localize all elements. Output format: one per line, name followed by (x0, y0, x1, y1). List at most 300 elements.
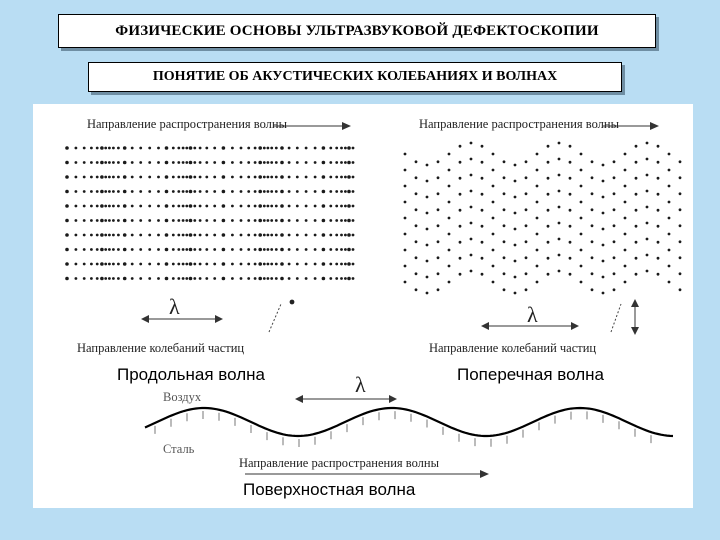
longitudinal-particle (222, 175, 226, 179)
longitudinal-particle (182, 248, 185, 251)
longitudinal-particle (267, 234, 270, 237)
longitudinal-particle (123, 175, 127, 179)
longitudinal-particle (83, 234, 86, 237)
longitudinal-particle (123, 161, 127, 165)
longitudinal-particle (65, 190, 69, 194)
longitudinal-particle (185, 176, 188, 179)
transverse-particle (525, 256, 528, 259)
longitudinal-particle (263, 161, 266, 164)
longitudinal-particle (193, 219, 196, 222)
longitudinal-particle (172, 190, 175, 193)
longitudinal-particle (65, 233, 69, 237)
longitudinal-particle (205, 263, 208, 266)
longitudinal-particle (352, 205, 355, 208)
transverse-particle (679, 288, 682, 291)
transverse-particle (426, 196, 429, 199)
longitudinal-particle (240, 277, 243, 280)
longitudinal-particle (280, 146, 284, 150)
longitudinal-particle (267, 219, 270, 222)
longitudinal-particle (344, 161, 347, 164)
longitudinal-particle (199, 147, 202, 150)
longitudinal-particle (165, 219, 169, 223)
longitudinal-particle (139, 190, 142, 193)
transverse-particle (591, 256, 594, 259)
transverse-particle (426, 292, 429, 295)
longitudinal-particle-grid (65, 146, 354, 280)
transverse-particle (569, 193, 572, 196)
transverse-particle (437, 160, 440, 163)
longitudinal-particle (263, 219, 266, 222)
longitudinal-particle (131, 234, 134, 237)
longitudinal-particle (322, 219, 326, 223)
transverse-particle (569, 209, 572, 212)
longitudinal-particle (258, 190, 262, 194)
wavelength-arrow-long (141, 315, 223, 323)
longitudinal-particle (185, 147, 188, 150)
transverse-particle (613, 272, 616, 275)
longitudinal-particle (185, 277, 188, 280)
longitudinal-particle (254, 219, 257, 222)
transverse-particle (415, 288, 418, 291)
longitudinal-particle (280, 262, 284, 266)
longitudinal-particle (213, 263, 216, 266)
longitudinal-particle (165, 161, 169, 165)
transverse-particle (481, 225, 484, 228)
transverse-particle (415, 176, 418, 179)
transverse-particle (404, 153, 407, 156)
longitudinal-particle (254, 147, 257, 150)
longitudinal-particle (177, 234, 180, 237)
transverse-particle (503, 240, 506, 243)
longitudinal-particle (340, 147, 343, 150)
transverse-particle (536, 185, 539, 188)
longitudinal-particle (185, 161, 188, 164)
longitudinal-particle (258, 161, 262, 165)
longitudinal-particle (335, 248, 338, 251)
transverse-particle (635, 161, 638, 164)
longitudinal-particle (199, 248, 202, 251)
longitudinal-particle (231, 277, 234, 280)
longitudinal-particle (189, 219, 193, 223)
transverse-particle (646, 158, 649, 161)
longitudinal-particle (182, 219, 185, 222)
longitudinal-particle (123, 233, 127, 237)
longitudinal-particle (247, 234, 250, 237)
transverse-particle (470, 190, 473, 193)
longitudinal-particle (329, 161, 332, 164)
transverse-particle (547, 145, 550, 148)
longitudinal-particle (185, 234, 188, 237)
transverse-particle (580, 169, 583, 172)
transverse-particle (558, 142, 561, 145)
transverse-particle (569, 241, 572, 244)
transverse-particle (459, 241, 462, 244)
transverse-particle (404, 185, 407, 188)
longitudinal-particle (189, 248, 193, 252)
longitudinal-particle (148, 190, 151, 193)
longitudinal-particle (112, 190, 115, 193)
slide-title-box (58, 14, 656, 48)
longitudinal-particle (104, 205, 107, 208)
longitudinal-particle (314, 147, 317, 150)
transverse-particle (470, 270, 473, 273)
longitudinal-particle (131, 248, 134, 251)
transverse-particle (569, 225, 572, 228)
longitudinal-particle (322, 248, 326, 252)
transverse-particle (602, 260, 605, 263)
longitudinal-particle (108, 277, 111, 280)
transverse-particle (503, 288, 506, 291)
transverse-particle (437, 256, 440, 259)
longitudinal-particle (177, 190, 180, 193)
longitudinal-particle (275, 147, 278, 150)
longitudinal-particle (199, 205, 202, 208)
transverse-particle (657, 257, 660, 260)
longitudinal-particle (254, 176, 257, 179)
transverse-particle (602, 196, 605, 199)
longitudinal-particle (90, 277, 93, 280)
longitudinal-particle (288, 263, 291, 266)
propagation-arrow-surface (245, 470, 489, 478)
longitudinal-particle (108, 205, 111, 208)
transverse-particle (492, 249, 495, 252)
longitudinal-particle (96, 205, 99, 208)
longitudinal-particle (90, 248, 93, 251)
longitudinal-particle (288, 176, 291, 179)
longitudinal-particle (254, 205, 257, 208)
transverse-particle (558, 238, 561, 241)
longitudinal-particle (96, 219, 99, 222)
longitudinal-particle (177, 161, 180, 164)
transverse-particle (635, 209, 638, 212)
longitudinal-particle (231, 205, 234, 208)
longitudinal-particle (193, 147, 196, 150)
longitudinal-particle (83, 277, 86, 280)
air-label: Воздух (163, 390, 202, 404)
longitudinal-particle (322, 204, 326, 208)
transverse-particle (558, 190, 561, 193)
longitudinal-particle (193, 277, 196, 280)
longitudinal-particle (75, 263, 78, 266)
transverse-particle (470, 206, 473, 209)
transverse-particle (635, 273, 638, 276)
longitudinal-particle (123, 248, 127, 252)
longitudinal-particle (172, 248, 175, 251)
longitudinal-particle (172, 263, 175, 266)
longitudinal-particle (75, 190, 78, 193)
longitudinal-particle (165, 175, 169, 179)
transverse-particle (547, 209, 550, 212)
longitudinal-particle (75, 176, 78, 179)
longitudinal-particle (148, 234, 151, 237)
transverse-particle (569, 161, 572, 164)
longitudinal-particle (222, 262, 226, 266)
longitudinal-particle (117, 219, 120, 222)
longitudinal-particle (352, 176, 355, 179)
longitudinal-particle (347, 204, 351, 208)
transverse-particle (514, 292, 517, 295)
longitudinal-particle (157, 263, 160, 266)
longitudinal-particle (240, 205, 243, 208)
transverse-particle (569, 273, 572, 276)
transverse-particle (635, 145, 638, 148)
transverse-particle (580, 281, 583, 284)
longitudinal-particle (131, 147, 134, 150)
longitudinal-particle (258, 262, 262, 266)
longitudinal-particle (104, 161, 107, 164)
longitudinal-particle (193, 205, 196, 208)
transverse-particle (591, 176, 594, 179)
longitudinal-particle (275, 277, 278, 280)
longitudinal-particle (258, 219, 262, 223)
longitudinal-particle (314, 161, 317, 164)
longitudinal-particle (296, 263, 299, 266)
transverse-particle (657, 209, 660, 212)
longitudinal-particle (75, 205, 78, 208)
transverse-particle (624, 217, 627, 220)
longitudinal-particle (65, 204, 69, 208)
longitudinal-particle (270, 147, 273, 150)
transverse-particle (580, 233, 583, 236)
longitudinal-particle (189, 161, 193, 165)
longitudinal-particle (83, 205, 86, 208)
longitudinal-particle (172, 277, 175, 280)
longitudinal-particle (329, 234, 332, 237)
transverse-particle (602, 292, 605, 295)
longitudinal-particle (112, 277, 115, 280)
longitudinal-particle (165, 248, 169, 252)
longitudinal-particle (347, 161, 351, 165)
longitudinal-particle (96, 190, 99, 193)
transverse-particle (448, 233, 451, 236)
longitudinal-particle (199, 263, 202, 266)
oscillation-indicator-trans (611, 299, 639, 335)
longitudinal-particle (182, 190, 185, 193)
longitudinal-particle (270, 277, 273, 280)
longitudinal-particle (305, 234, 308, 237)
longitudinal-particle (258, 233, 262, 237)
longitudinal-particle (90, 161, 93, 164)
transverse-particle (602, 244, 605, 247)
transverse-particle (547, 257, 550, 260)
longitudinal-particle (275, 190, 278, 193)
longitudinal-particle (254, 234, 257, 237)
longitudinal-particle (83, 176, 86, 179)
longitudinal-particle (329, 147, 332, 150)
longitudinal-particle (340, 219, 343, 222)
longitudinal-particle (123, 146, 127, 150)
transverse-particle (569, 257, 572, 260)
longitudinal-particle (177, 277, 180, 280)
longitudinal-particle (329, 205, 332, 208)
transverse-particle (426, 212, 429, 215)
transverse-particle (668, 185, 671, 188)
transverse-particle (679, 192, 682, 195)
transverse-particle (492, 153, 495, 156)
longitudinal-particle (172, 234, 175, 237)
longitudinal-particle (263, 147, 266, 150)
longitudinal-particle (296, 234, 299, 237)
longitudinal-particle (148, 219, 151, 222)
longitudinal-particle (352, 147, 355, 150)
longitudinal-particle (139, 277, 142, 280)
longitudinal-particle (288, 277, 291, 280)
longitudinal-particle (231, 147, 234, 150)
longitudinal-particle (104, 190, 107, 193)
transverse-particle (547, 273, 550, 276)
transverse-particle (415, 240, 418, 243)
transverse-particle (657, 225, 660, 228)
transverse-particle (404, 249, 407, 252)
transverse-particle (547, 225, 550, 228)
transverse-particle (514, 180, 517, 183)
transverse-particle (437, 272, 440, 275)
longitudinal-particle (117, 176, 120, 179)
longitudinal-particle (263, 176, 266, 179)
transverse-particle (580, 153, 583, 156)
longitudinal-particle (205, 205, 208, 208)
transverse-particle (624, 233, 627, 236)
longitudinal-particle (148, 176, 151, 179)
longitudinal-particle (352, 234, 355, 237)
longitudinal-particle (131, 263, 134, 266)
longitudinal-particle (185, 190, 188, 193)
longitudinal-particle (335, 161, 338, 164)
longitudinal-particle (254, 277, 257, 280)
longitudinal-particle (344, 176, 347, 179)
longitudinal-particle (347, 277, 351, 281)
longitudinal-particle (288, 147, 291, 150)
transverse-particle (536, 153, 539, 156)
oscillation-label-trans: Направление колебаний частиц (429, 341, 597, 355)
longitudinal-particle (193, 248, 196, 251)
transverse-particle (613, 176, 616, 179)
transverse-particle (492, 233, 495, 236)
longitudinal-particle (199, 277, 202, 280)
longitudinal-particle (275, 248, 278, 251)
transverse-particle (481, 161, 484, 164)
longitudinal-particle (275, 205, 278, 208)
longitudinal-particle (240, 219, 243, 222)
longitudinal-particle (205, 161, 208, 164)
transverse-particle (426, 180, 429, 183)
propagation-label-long: Направление распространения волны (87, 117, 287, 131)
transverse-particle (448, 281, 451, 284)
transverse-particle (404, 201, 407, 204)
transverse-particle (525, 240, 528, 243)
transverse-particle (635, 177, 638, 180)
transverse-particle (613, 240, 616, 243)
transverse-particle (459, 161, 462, 164)
transverse-particle (635, 193, 638, 196)
longitudinal-particle (314, 205, 317, 208)
longitudinal-particle (100, 248, 104, 252)
transverse-particle (624, 153, 627, 156)
transverse-particle (481, 273, 484, 276)
longitudinal-particle (83, 263, 86, 266)
transverse-particle (646, 238, 649, 241)
transverse-particle (569, 177, 572, 180)
longitudinal-particle (231, 176, 234, 179)
longitudinal-particle (222, 219, 226, 223)
transverse-particle (646, 206, 649, 209)
transverse-particle (635, 257, 638, 260)
longitudinal-particle (83, 190, 86, 193)
longitudinal-particle (65, 219, 69, 223)
longitudinal-particle (112, 219, 115, 222)
longitudinal-particle (165, 277, 169, 281)
longitudinal-particle (222, 190, 226, 194)
transverse-particle (525, 288, 528, 291)
transverse-particle (426, 228, 429, 231)
longitudinal-particle (329, 263, 332, 266)
longitudinal-particle (213, 190, 216, 193)
longitudinal-particle (347, 146, 351, 150)
longitudinal-particle (165, 146, 169, 150)
longitudinal-particle (112, 176, 115, 179)
transverse-particle (613, 256, 616, 259)
transverse-particle (657, 145, 660, 148)
transverse-particle (492, 265, 495, 268)
steel-label: Сталь (163, 442, 195, 456)
longitudinal-particle (189, 175, 193, 179)
longitudinal-particle (280, 219, 284, 223)
longitudinal-particle (263, 234, 266, 237)
transverse-particle (470, 222, 473, 225)
longitudinal-particle (258, 248, 262, 252)
longitudinal-particle (329, 277, 332, 280)
longitudinal-particle (340, 248, 343, 251)
transverse-particle (668, 153, 671, 156)
longitudinal-particle (240, 263, 243, 266)
transverse-particle (591, 192, 594, 195)
longitudinal-particle (340, 205, 343, 208)
transverse-particle (558, 222, 561, 225)
wavelength-symbol-surface: λ (355, 372, 366, 397)
transverse-particle (558, 158, 561, 161)
longitudinal-particle (90, 176, 93, 179)
transverse-particle (602, 212, 605, 215)
longitudinal-particle (213, 176, 216, 179)
transverse-particle-grid (404, 142, 682, 295)
longitudinal-particle (205, 190, 208, 193)
transverse-particle (624, 169, 627, 172)
caption-longitudinal: Продольная волна (117, 365, 265, 384)
transverse-particle (558, 254, 561, 257)
transverse-particle (459, 145, 462, 148)
longitudinal-particle (104, 248, 107, 251)
longitudinal-particle (182, 277, 185, 280)
longitudinal-particle (335, 176, 338, 179)
transverse-particle (591, 288, 594, 291)
longitudinal-particle (100, 262, 104, 266)
transverse-particle (437, 240, 440, 243)
longitudinal-particle (222, 277, 226, 281)
longitudinal-particle (270, 248, 273, 251)
transverse-particle (624, 249, 627, 252)
transverse-particle (679, 224, 682, 227)
longitudinal-particle (100, 146, 104, 150)
transverse-particle (591, 224, 594, 227)
longitudinal-particle (123, 219, 127, 223)
transverse-particle (613, 224, 616, 227)
longitudinal-particle (240, 161, 243, 164)
longitudinal-particle (139, 219, 142, 222)
longitudinal-particle (296, 190, 299, 193)
longitudinal-particle (205, 219, 208, 222)
transverse-particle (646, 174, 649, 177)
propagation-label-surface: Направление распространения волны (239, 456, 439, 470)
